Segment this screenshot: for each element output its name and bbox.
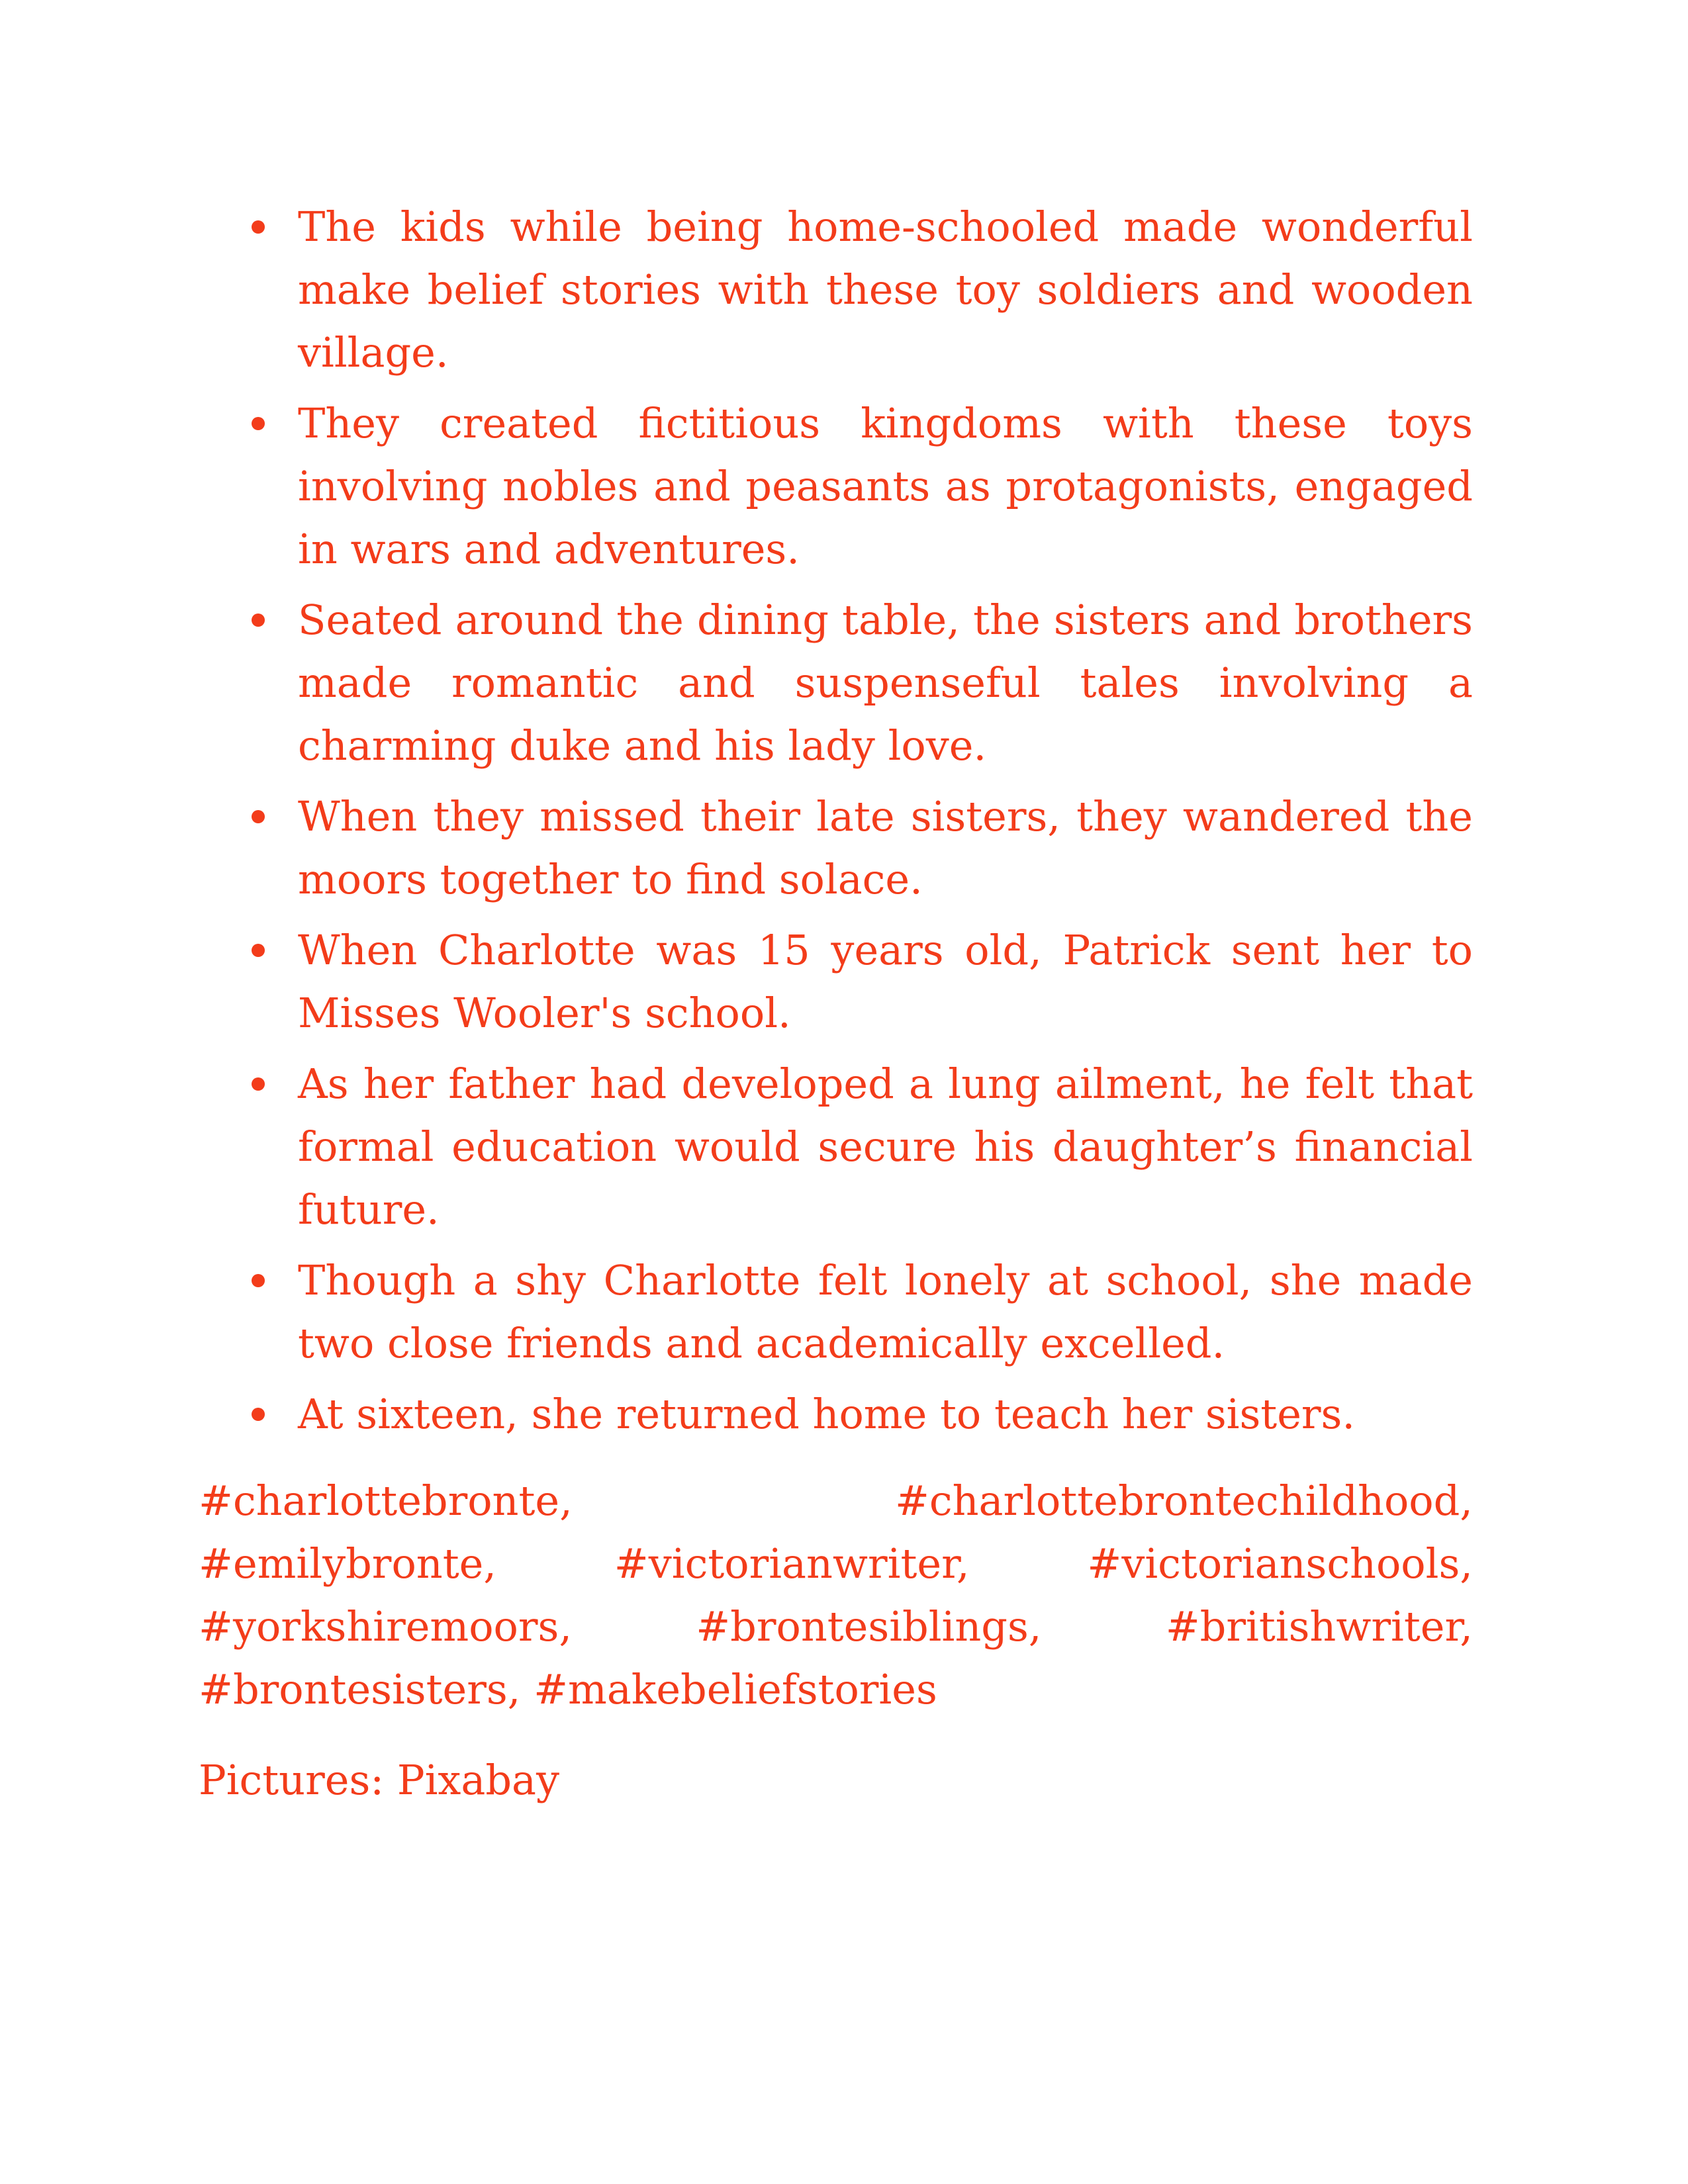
bullet-list [199, 195, 1473, 1445]
list-item-text: When Charlotte was 15 years old, Patrick sent her to Misses Wooler's school. [298, 926, 1473, 1037]
list-item [199, 1383, 1473, 1445]
bullet-icon [252, 810, 265, 823]
bullet-icon [252, 944, 265, 957]
bullet-icon [252, 1408, 265, 1421]
document-page [199, 195, 1473, 1811]
bullet-icon [252, 1077, 265, 1091]
list-item-text: Seated around the dining table, the sisters and brothers made romantic and suspenseful tales involving a charming duke and his lady love. [298, 596, 1473, 770]
bullet-icon [252, 614, 265, 627]
list-item-text: They created fictitious kingdoms with these toys involving nobles and peasants as protagonists, engaged in wars and adventures. [298, 399, 1473, 573]
hashtags-paragraph: #charlottebronte, #charlottebrontechildhood, #emilybronte, #victorianwriter, #victorianschools, #yorkshiremoors, #brontesiblings, #britishwriter, #brontesisters, #makebeliefstories [199, 1477, 1473, 1713]
bullet-icon [252, 417, 265, 430]
list-item-text: At sixteen, she returned home to teach her sisters. [298, 1390, 1356, 1438]
list-item-text: The kids while being home-schooled made wonderful make belief stories with these toy soldiers and wooden village. [298, 203, 1473, 377]
list-item [199, 919, 1473, 1044]
list-item [199, 1249, 1473, 1375]
list-item [199, 392, 1473, 580]
list-item [199, 785, 1473, 911]
list-item [199, 195, 1473, 384]
bullet-icon [252, 1274, 265, 1287]
list-item-text: When they missed their late sisters, they wandered the moors together to find solace. [298, 792, 1473, 903]
list-item-text: As her father had developed a lung ailment, he felt that formal education would secure his daughter’s financial future. [298, 1060, 1473, 1234]
picture-credits: Pictures: Pixabay [199, 1756, 560, 1804]
list-item-text: Though a shy Charlotte felt lonely at school, she made two close friends and academically excelled. [298, 1256, 1473, 1367]
bullet-icon [252, 220, 265, 234]
list-item [199, 588, 1473, 777]
list-item [199, 1052, 1473, 1241]
